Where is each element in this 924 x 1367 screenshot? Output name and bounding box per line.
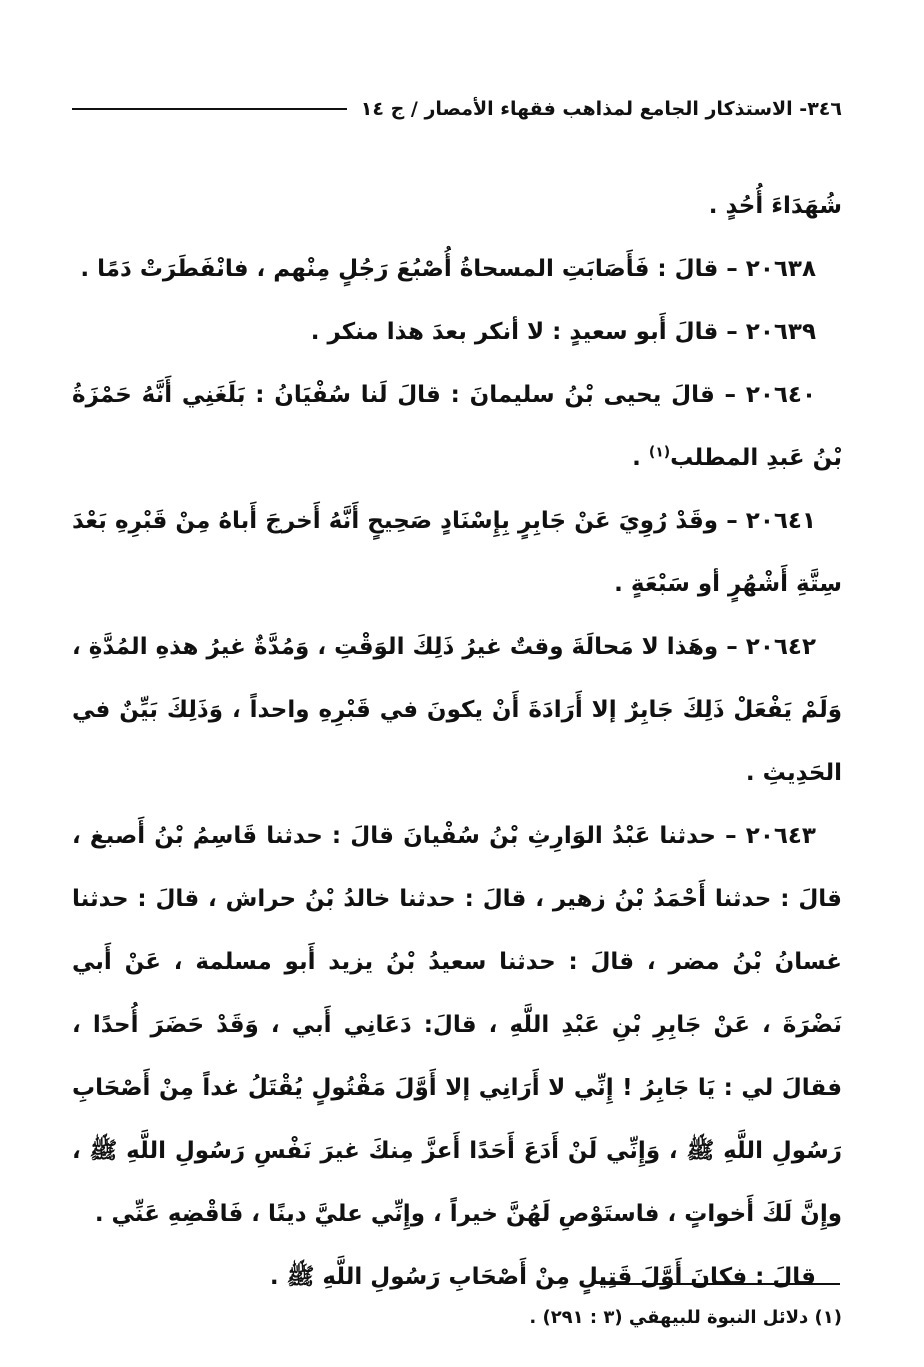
paragraph-tail: .: [632, 445, 649, 471]
paragraph-20639: [72, 301, 842, 364]
paragraph-text: قالَ يحيى بْنُ سليمانَ : قالَ لَنا سُفْيَانُ : بَلَغَنِي أَنَّهُ حَمْزَةُ بْنُ عَبدِ المطلب: [72, 382, 842, 471]
main-text: [72, 175, 842, 1309]
footnote-separator: [600, 1283, 840, 1285]
paragraph-20641: [72, 490, 842, 616]
footnote-marker[interactable]: (١): [648, 444, 671, 461]
paragraph-text: وهَذا لا مَحالَةَ وقتٌ غيرُ ذَلِكَ الوَقْتِ ، وَمُدَّةٌ غيرُ هذهِ المُدَّةِ ، وَلَمْ يَفْعَلْ ذَلِكَ جَابِرٌ إلا أَرَادَةَ أَنْ يكونَ في قَبْرِهِ واحداً ، وَذَلِكَ بَيِّنٌ في الحَدِيثِ .: [72, 634, 842, 786]
paragraph-text: قالَ : فَأَصَابَتِ المسحاةُ أُصْبُعَ رَجُلٍ مِنْهم ، فانْفَطَرَتْ دَمًا .: [80, 256, 719, 282]
hadith-number: ٢٠٦٤٢ –: [726, 634, 816, 660]
hadith-number: ٢٠٦٤١ –: [726, 508, 816, 534]
hadith-number: ٢٠٦٤٣ –: [725, 823, 816, 849]
paragraph-closing: [72, 1246, 842, 1309]
footnote: [72, 1307, 842, 1328]
footnote-text: (١) دلائل النبوة للبيهقي (٣ : ٢٩١) .: [529, 1307, 842, 1328]
paragraph-20638: [72, 238, 842, 301]
paragraph-text: وقَدْ رُوِيَ عَنْ جَابِرٍ بِإِسْنَادٍ صَحِيحٍ أَنَّهُ أَخرجَ أَباهُ مِنْ قَبْرِهِ بَعْدَ سِتَّةِ أَشْهُرٍ أو سَبْعَةٍ .: [72, 508, 842, 597]
hadith-number: ٢٠٦٣٩ –: [726, 319, 816, 345]
running-header: [72, 92, 842, 126]
paragraph-20643: [72, 805, 842, 1246]
header-rule: [72, 108, 347, 110]
hadith-number: ٢٠٦٣٨ –: [726, 256, 816, 282]
paragraph-text: شُهَدَاءَ أُحُدٍ .: [708, 193, 842, 219]
paragraph-text: قالَ : فكانَ أَوَّلَ قَتِيلٍ مِنْ أَصْحَابِ رَسُولِ اللَّهِ ﷺ .: [269, 1264, 816, 1290]
hadith-number: ٢٠٦٤٠ –: [724, 382, 817, 408]
paragraph-20642: [72, 616, 842, 805]
header-title: ٣٤٦- الاستذكار الجامع لمذاهب فقهاء الأمصار / ج ١٤: [360, 98, 842, 120]
paragraph-20640: [72, 364, 842, 490]
paragraph-text: حدثنا عَبْدُ الوَارِثِ بْنُ سُفْيانَ قالَ : حدثنا قَاسِمُ بْنُ أَصبغ ، قالَ : حدثنا أَحْمَدُ بْنُ زهير ، قالَ : حدثنا خالدُ بْنُ حراش ، قالَ : حدثنا غسانُ بْنُ مضر ، قالَ : حدثنا سعيدُ بْنُ يزيد أَبو مسلمة ، عَنْ أَبي نَضْرَةَ ، عَنْ جَابِرِ بْنِ عَبْدِ اللَّهِ ، قالَ: دَعَانِي أَبي ، وَقَدْ حَضَرَ أُحدًا ، فقالَ لي : يَا جَابِرُ ! إِنِّي لا أَرَانِي إلا أَوَّلَ مَقْتُولٍ يُقْتَلُ غداً مِنْ أَصْحَابِ رَسُولِ اللَّهِ ﷺ ، وَإِنِّي لَنْ أَدَعَ أَحَدًا أَعزَّ مِنكَ غيرَ نَفْسِ رَسُولِ اللَّهِ ﷺ ، وإِنَّ لَكَ أَخواتٍ ، فاستَوْصِ لَهُنَّ خيراً ، وإِنِّي عليَّ دينًا ، فَاقْضِهِ عَنِّي .: [72, 823, 842, 1227]
paragraph-text: قالَ أَبو سعيدٍ : لا أنكر بعدَ هذا منكر .: [310, 319, 719, 345]
paragraph-continuation: [72, 175, 842, 238]
